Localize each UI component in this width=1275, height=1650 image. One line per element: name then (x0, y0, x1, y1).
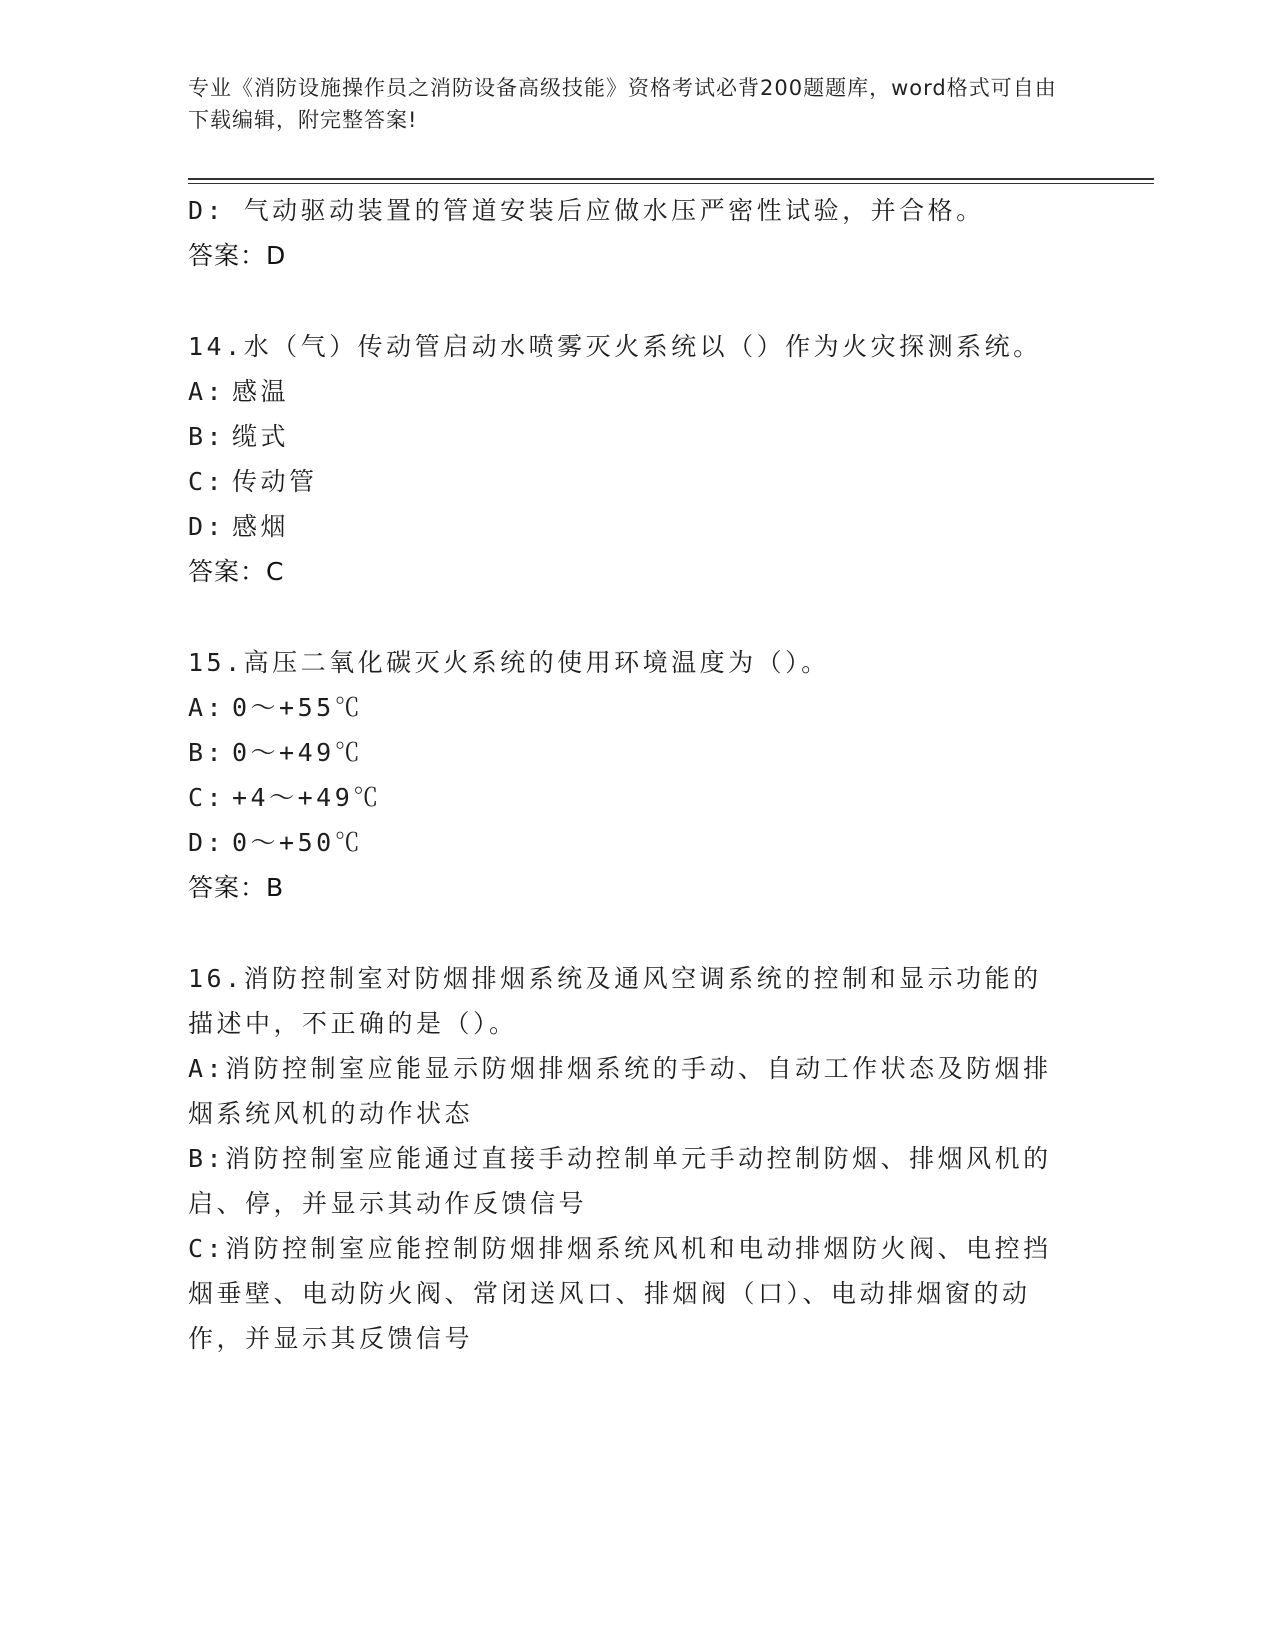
option-a (188, 1046, 1068, 1136)
document-header (188, 72, 1068, 136)
option-label: A: (188, 1054, 226, 1083)
option-b (188, 1136, 1068, 1226)
option-label: D: (188, 828, 226, 857)
option-text: 消防控制室应能显示防烟排烟系统的手动、自动工作状态及防烟排烟系统风机的动作状态 (188, 1054, 1052, 1128)
option-text: 0～+50℃ (232, 828, 364, 857)
option-text: 0～+55℃ (232, 693, 364, 722)
option-b (188, 730, 1068, 775)
option-text: 传动管 (232, 467, 318, 496)
option-label: A: (188, 693, 226, 722)
previous-option-d: D: 气动驱动装置的管道安装后应做水压严密性试验，并合格。 (188, 196, 985, 225)
option-label: D: (188, 512, 226, 541)
option-label: B: (188, 738, 226, 767)
option-text: 感温 (232, 377, 290, 406)
question-15 (188, 640, 1068, 910)
option-b (188, 414, 1068, 459)
header-text: 专业《消防设施操作员之消防设备高级技能》资格考试必背200题题库，word格式可自由下载编辑，附完整答案! (188, 76, 1057, 132)
option-text: 0～+49℃ (232, 738, 364, 767)
option-label: C: (188, 783, 226, 812)
question-stem: 14.水（气）传动管启动水喷雾灭火系统以（）作为火灾探测系统。 (188, 332, 1042, 361)
option-label: A: (188, 377, 226, 406)
option-text: 感烟 (232, 512, 290, 541)
question-14 (188, 324, 1068, 594)
option-d (188, 504, 1068, 549)
header-divider-thin (188, 183, 1154, 184)
option-text: 消防控制室应能控制防烟排烟系统风机和电动排烟防火阀、电控挡烟垂壁、电动防火阀、常闭送风口、排烟阀（口）、电动排烟窗的动作，并显示其反馈信号 (188, 1234, 1052, 1353)
option-label: B: (188, 422, 226, 451)
option-c (188, 459, 1068, 504)
option-d (188, 820, 1068, 865)
question-content (188, 188, 1068, 1361)
option-label: C: (188, 467, 226, 496)
header-divider-thick (188, 178, 1154, 180)
option-text: 缆式 (232, 422, 290, 451)
question-stem: 16.消防控制室对防烟排烟系统及通风空调系统的控制和显示功能的描述中，不正确的是（）。 (188, 964, 1042, 1038)
question-16 (188, 956, 1068, 1361)
option-a (188, 685, 1068, 730)
option-c (188, 775, 1068, 820)
option-text: +4～+49℃ (232, 783, 382, 812)
option-text: 消防控制室应能通过直接手动控制单元手动控制防烟、排烟风机的启、停，并显示其动作反馈信号 (188, 1144, 1052, 1218)
option-label: B: (188, 1144, 226, 1173)
question-stem: 15.高压二氧化碳灭火系统的使用环境温度为（）。 (188, 648, 830, 677)
option-label: C: (188, 1234, 226, 1263)
option-c (188, 1226, 1068, 1361)
option-a (188, 369, 1068, 414)
previous-answer: 答案：D (188, 241, 287, 270)
question-answer: 答案：C (188, 557, 285, 586)
question-answer: 答案：B (188, 873, 285, 902)
